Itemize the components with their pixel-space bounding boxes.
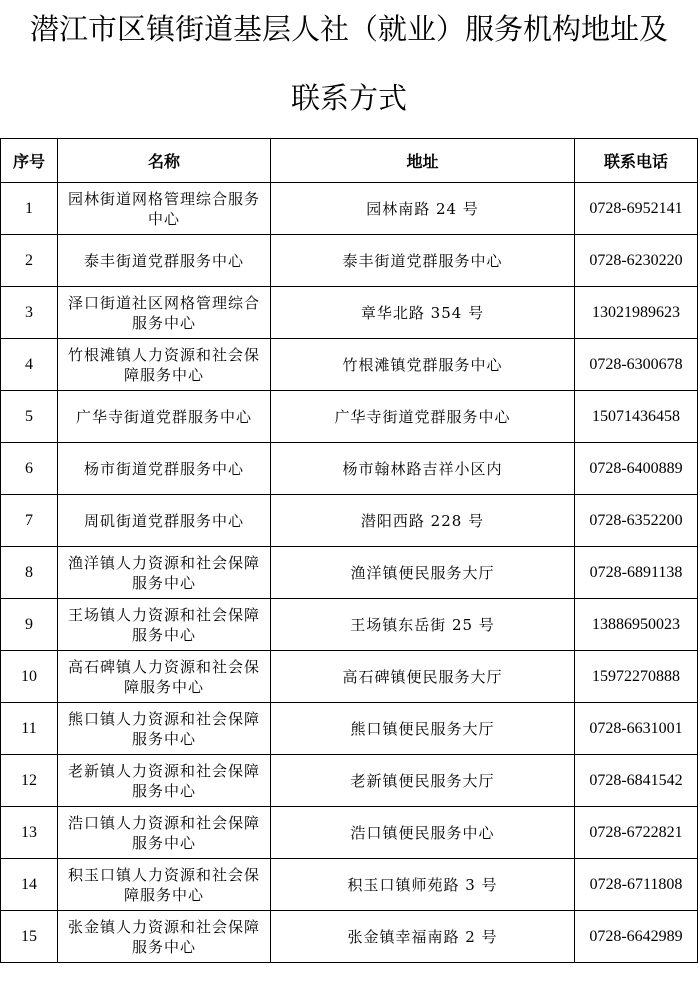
page-title-line-2: 联系方式 <box>290 81 407 115</box>
page-title-line-1: 潜江市区镇街道基层人社（就业）服务机构地址及 <box>29 12 668 46</box>
row-name-cell: 老新镇人力资源和社会保障服务中心 <box>58 755 271 807</box>
row-phone-cell: 0728-6891138 <box>575 547 698 599</box>
row-phone-cell: 0728-6722821 <box>575 807 698 859</box>
row-index-cell: 13 <box>1 807 58 859</box>
row-index-cell: 10 <box>1 651 58 703</box>
row-address-cell: 潜阳西路 228 号 <box>271 495 575 547</box>
row-address-cell: 张金镇幸福南路 2 号 <box>271 911 575 963</box>
row-index-cell: 8 <box>1 547 58 599</box>
row-name-cell: 高石碑镇人力资源和社会保障服务中心 <box>58 651 271 703</box>
row-phone-cell: 13021989623 <box>575 287 698 339</box>
row-name-cell: 泰丰街道党群服务中心 <box>58 235 271 287</box>
row-phone-cell: 0728-6952141 <box>575 183 698 235</box>
row-phone-cell: 0728-6841542 <box>575 755 698 807</box>
table-row <box>1 547 698 599</box>
row-index-cell: 12 <box>1 755 58 807</box>
row-name-cell: 张金镇人力资源和社会保障服务中心 <box>58 911 271 963</box>
table-row <box>1 391 698 443</box>
row-name-cell: 渔洋镇人力资源和社会保障服务中心 <box>58 547 271 599</box>
table-row <box>1 807 698 859</box>
row-name-cell: 泽口街道社区网格管理综合服务中心 <box>58 287 271 339</box>
row-address-cell: 老新镇便民服务大厅 <box>271 755 575 807</box>
table-row <box>1 287 698 339</box>
row-phone-cell: 0728-6711808 <box>575 859 698 911</box>
row-name-cell: 熊口镇人力资源和社会保障服务中心 <box>58 703 271 755</box>
table-header-row <box>1 139 698 183</box>
row-name-cell: 浩口镇人力资源和社会保障服务中心 <box>58 807 271 859</box>
table-row <box>1 599 698 651</box>
row-address-cell: 积玉口镇师苑路 3 号 <box>271 859 575 911</box>
row-name-cell: 杨市街道党群服务中心 <box>58 443 271 495</box>
table-row <box>1 443 698 495</box>
header-phone: 联系电话 <box>575 139 698 183</box>
header-index: 序号 <box>1 139 58 183</box>
table-row <box>1 339 698 391</box>
row-index-cell: 7 <box>1 495 58 547</box>
row-phone-cell: 0728-6400889 <box>575 443 698 495</box>
row-phone-cell: 0728-6230220 <box>575 235 698 287</box>
row-address-cell: 竹根滩镇党群服务中心 <box>271 339 575 391</box>
row-name-cell: 王场镇人力资源和社会保障服务中心 <box>58 599 271 651</box>
table-row <box>1 651 698 703</box>
row-address-cell: 广华寺街道党群服务中心 <box>271 391 575 443</box>
row-address-cell: 王场镇东岳街 25 号 <box>271 599 575 651</box>
header-address: 地址 <box>271 139 575 183</box>
row-name-cell: 周矶街道党群服务中心 <box>58 495 271 547</box>
row-index-cell: 4 <box>1 339 58 391</box>
row-phone-cell: 15071436458 <box>575 391 698 443</box>
row-phone-cell: 0728-6642989 <box>575 911 698 963</box>
service-directory-table <box>0 138 698 963</box>
row-address-cell: 杨市翰林路吉祥小区内 <box>271 443 575 495</box>
row-name-cell: 积玉口镇人力资源和社会保障服务中心 <box>58 859 271 911</box>
row-index-cell: 5 <box>1 391 58 443</box>
table-row <box>1 183 698 235</box>
row-address-cell: 章华北路 354 号 <box>271 287 575 339</box>
row-phone-cell: 0728-6300678 <box>575 339 698 391</box>
table-row <box>1 859 698 911</box>
row-address-cell: 熊口镇便民服务大厅 <box>271 703 575 755</box>
row-phone-cell: 0728-6352200 <box>575 495 698 547</box>
row-phone-cell: 0728-6631001 <box>575 703 698 755</box>
row-address-cell: 渔洋镇便民服务大厅 <box>271 547 575 599</box>
row-address-cell: 浩口镇便民服务中心 <box>271 807 575 859</box>
row-index-cell: 6 <box>1 443 58 495</box>
row-phone-cell: 15972270888 <box>575 651 698 703</box>
table-row <box>1 911 698 963</box>
table-body <box>1 183 698 963</box>
row-name-cell: 广华寺街道党群服务中心 <box>58 391 271 443</box>
row-address-cell: 泰丰街道党群服务中心 <box>271 235 575 287</box>
row-index-cell: 3 <box>1 287 58 339</box>
row-address-cell: 高石碑镇便民服务大厅 <box>271 651 575 703</box>
table-row <box>1 235 698 287</box>
table-row <box>1 495 698 547</box>
row-index-cell: 2 <box>1 235 58 287</box>
row-index-cell: 9 <box>1 599 58 651</box>
row-phone-cell: 13886950023 <box>575 599 698 651</box>
row-index-cell: 14 <box>1 859 58 911</box>
row-index-cell: 1 <box>1 183 58 235</box>
row-name-cell: 园林街道网格管理综合服务中心 <box>58 183 271 235</box>
row-index-cell: 15 <box>1 911 58 963</box>
table-row <box>1 703 698 755</box>
header-name: 名称 <box>58 139 271 183</box>
row-address-cell: 园林南路 24 号 <box>271 183 575 235</box>
row-index-cell: 11 <box>1 703 58 755</box>
table-row <box>1 755 698 807</box>
row-name-cell: 竹根滩镇人力资源和社会保障服务中心 <box>58 339 271 391</box>
